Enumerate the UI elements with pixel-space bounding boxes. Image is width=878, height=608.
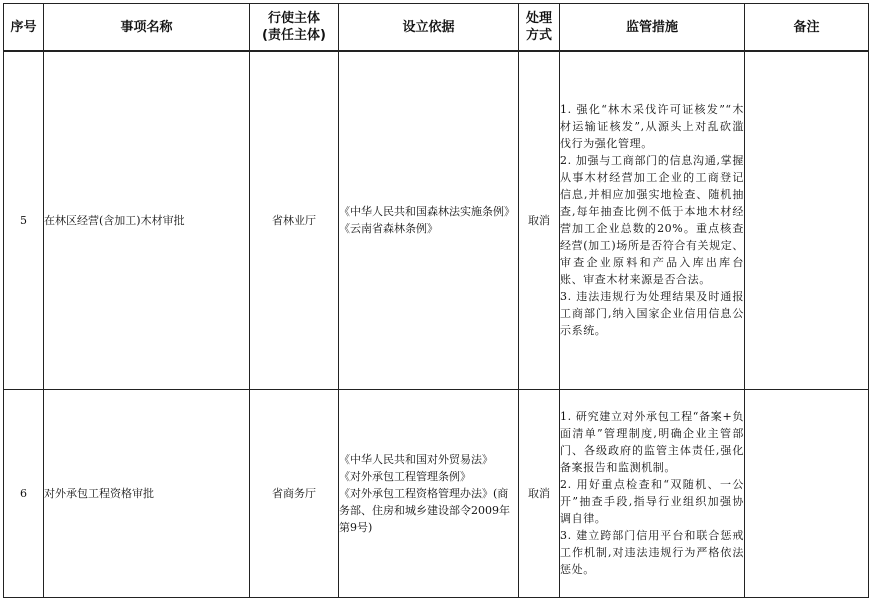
header-handling-method	[519, 4, 560, 52]
header-responsible-body	[250, 4, 339, 52]
table-row	[4, 389, 869, 597]
header-remarks: 备注	[745, 4, 869, 52]
cell-no: 6	[4, 389, 44, 597]
header-item-name: 事项名称	[44, 4, 250, 52]
header-no: 序号	[4, 4, 44, 52]
cell-handling-method: 取消	[519, 389, 560, 597]
cell-supervision-measures	[560, 389, 745, 597]
cell-remarks	[745, 51, 869, 389]
header-handling-method-line2: 方式	[525, 28, 552, 43]
legal-basis-line: 《对外承包工程资格管理办法》(商务部、住房和城乡建设部令2009年第9号)	[339, 486, 510, 534]
cell-legal-basis	[339, 389, 519, 597]
cell-supervision-measures	[560, 51, 745, 389]
measure-item: 1. 研究建立对外承包工程“备案+负面清单”管理制度,明确企业主管部门、各级政府的监管主体责任,强化备案报告和监测机制。	[560, 410, 744, 474]
legal-basis-line: 《中华人民共和国对外贸易法》	[339, 452, 493, 466]
measure-item: 2. 用好重点检查和“双随机、一公开”抽查手段,指导行业组织加强协调自律。	[560, 478, 744, 525]
header-responsible-body-line1: 行使主体	[267, 11, 320, 26]
header-supervision-measures: 监管措施	[560, 4, 745, 52]
measure-item: 3. 建立跨部门信用平台和联合惩戒工作机制,对违法违规行为严格依法惩处。	[560, 529, 744, 576]
table-header-row	[4, 4, 869, 52]
cell-no: 5	[4, 51, 44, 389]
cell-item-name: 在林区经营(含加工)木材审批	[44, 51, 250, 389]
table-row	[4, 51, 869, 389]
cell-item-name: 对外承包工程资格审批	[44, 389, 250, 597]
legal-basis-line: 《对外承包工程管理条例》	[339, 469, 471, 483]
header-responsible-body-line2: (责任主体)	[262, 28, 326, 43]
measure-item: 2. 加强与工商部门的信息沟通,掌握从事木材经营加工企业的工商登记信息,并相应加强实地检查、随机抽查,每年抽查比例不低于本地木材经营加工企业总数的20%。重点核查经营(加工)场所是否符合有关规定、审查企业原料和产品入库出库台账、审查木材来源是否合法。	[560, 154, 744, 287]
header-legal-basis: 设立依据	[339, 4, 519, 52]
measure-item: 3. 违法违规行为处理结果及时通报工商部门,纳入国家企业信用信息公示系统。	[560, 290, 744, 338]
legal-basis-line: 《云南省森林条例》	[339, 222, 438, 236]
cell-handling-method: 取消	[519, 51, 560, 389]
cell-responsible-body: 省林业厅	[250, 51, 339, 389]
cell-responsible-body: 省商务厅	[250, 389, 339, 597]
header-handling-method-line1: 处理	[525, 11, 552, 26]
cell-legal-basis	[339, 51, 519, 389]
legal-basis-line: 《中华人民共和国森林法实施条例》	[339, 205, 515, 219]
measure-item: 1. 强化“林木采伐许可证核发”“木材运输证核发”,从源头上对乱砍滥伐行为强化管理。	[560, 103, 744, 151]
regulatory-items-table	[3, 3, 869, 598]
cell-remarks	[745, 389, 869, 597]
